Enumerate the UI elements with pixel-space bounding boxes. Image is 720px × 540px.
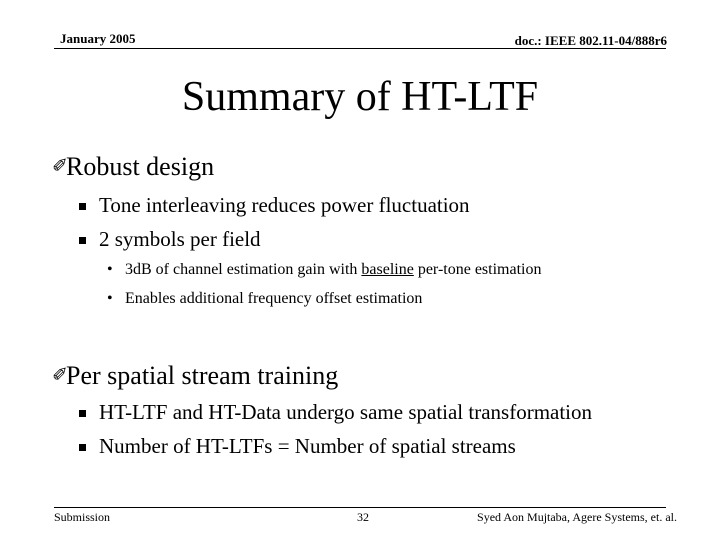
- page-number: 32: [357, 510, 369, 524]
- header-date: January 2005: [60, 31, 136, 46]
- bullet-robust-design: Robust design: [66, 152, 215, 181]
- square-bullet-icon: [79, 237, 86, 244]
- square-bullet-icon: [79, 203, 86, 210]
- pen-nib-bullet-icon: ✐: [52, 156, 68, 177]
- footer-divider: [54, 507, 666, 508]
- subbullet-tone-interleaving: Tone interleaving reduces power fluctuation: [99, 193, 470, 217]
- slide-title: Summary of HT-LTF: [181, 74, 539, 120]
- dot-bullet-icon: •: [107, 290, 113, 307]
- subbullet-ltf-count: Number of HT-LTFs = Number of spatial streams: [99, 434, 516, 458]
- header-doc-id: doc.: IEEE 802.11-04/888r6: [514, 33, 667, 48]
- square-bullet-icon: [79, 410, 86, 417]
- dot-bullet-icon: •: [107, 261, 113, 278]
- detail-frequency-offset: Enables additional frequency offset estimation: [125, 290, 423, 307]
- square-bullet-icon: [79, 444, 86, 451]
- footer-author: Syed Aon Mujtaba, Agere Systems, et. al.: [477, 510, 677, 524]
- footer-submission: Submission: [54, 510, 111, 524]
- bullet-per-stream-training: Per spatial stream training: [66, 361, 339, 390]
- header-divider: [54, 48, 666, 49]
- pen-nib-bullet-icon: ✐: [52, 365, 68, 386]
- subbullet-spatial-transformation: HT-LTF and HT-Data undergo same spatial transformation: [99, 400, 593, 424]
- underlined-baseline: baseline: [361, 261, 414, 278]
- subbullet-two-symbols: 2 symbols per field: [99, 227, 261, 251]
- detail-3db-gain: 3dB of channel estimation gain with baseline per-tone estimation: [125, 261, 542, 278]
